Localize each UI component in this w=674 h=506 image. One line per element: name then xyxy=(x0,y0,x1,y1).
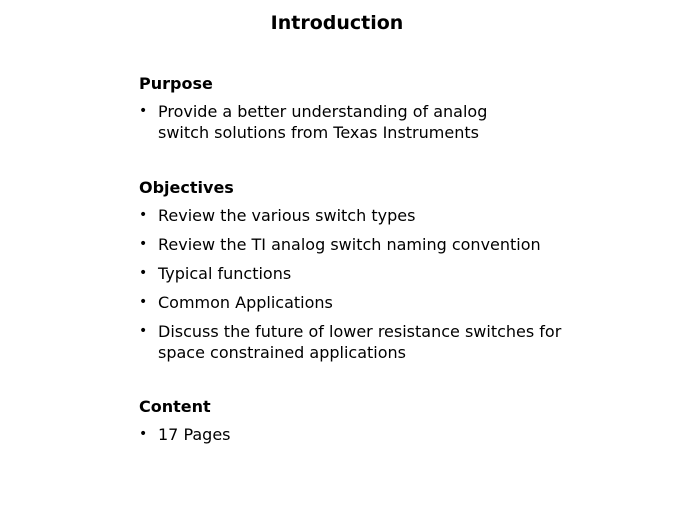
list-item xyxy=(139,321,659,363)
list-item-text: Typical functions xyxy=(158,264,292,283)
list-item xyxy=(139,424,659,445)
list-item xyxy=(139,263,659,284)
list-item xyxy=(139,101,659,143)
bullet-list-content xyxy=(139,424,659,445)
section-heading-content: Content xyxy=(139,397,211,416)
section-heading-objectives: Objectives xyxy=(139,178,234,197)
bullet-icon: • xyxy=(139,207,148,223)
list-item-text: Review the TI analog switch naming convention xyxy=(158,235,541,254)
section-objectives xyxy=(139,177,659,363)
list-item-text: Provide a better understanding of analog switch solutions from Texas Instruments xyxy=(158,102,488,142)
list-item-text: Common Applications xyxy=(158,293,333,312)
section-content xyxy=(139,396,659,445)
bullet-list-purpose xyxy=(139,101,659,143)
bullet-icon: • xyxy=(139,265,148,281)
list-item-text: 17 Pages xyxy=(158,425,231,444)
bullet-icon: • xyxy=(139,426,148,442)
bullet-icon: • xyxy=(139,236,148,252)
slide-content xyxy=(139,73,659,445)
bullet-icon: • xyxy=(139,103,148,119)
page-title: Introduction xyxy=(270,12,404,34)
bullet-list-objectives xyxy=(139,205,659,363)
bullet-icon: • xyxy=(139,294,148,310)
list-item xyxy=(139,234,659,255)
section-heading-purpose: Purpose xyxy=(139,74,213,93)
list-item xyxy=(139,205,659,226)
list-item-text: Review the various switch types xyxy=(158,206,416,225)
list-item-text: Discuss the future of lower resistance switches for space constrained applications xyxy=(158,322,562,362)
bullet-icon: • xyxy=(139,323,148,339)
list-item xyxy=(139,292,659,313)
section-purpose xyxy=(139,73,659,143)
